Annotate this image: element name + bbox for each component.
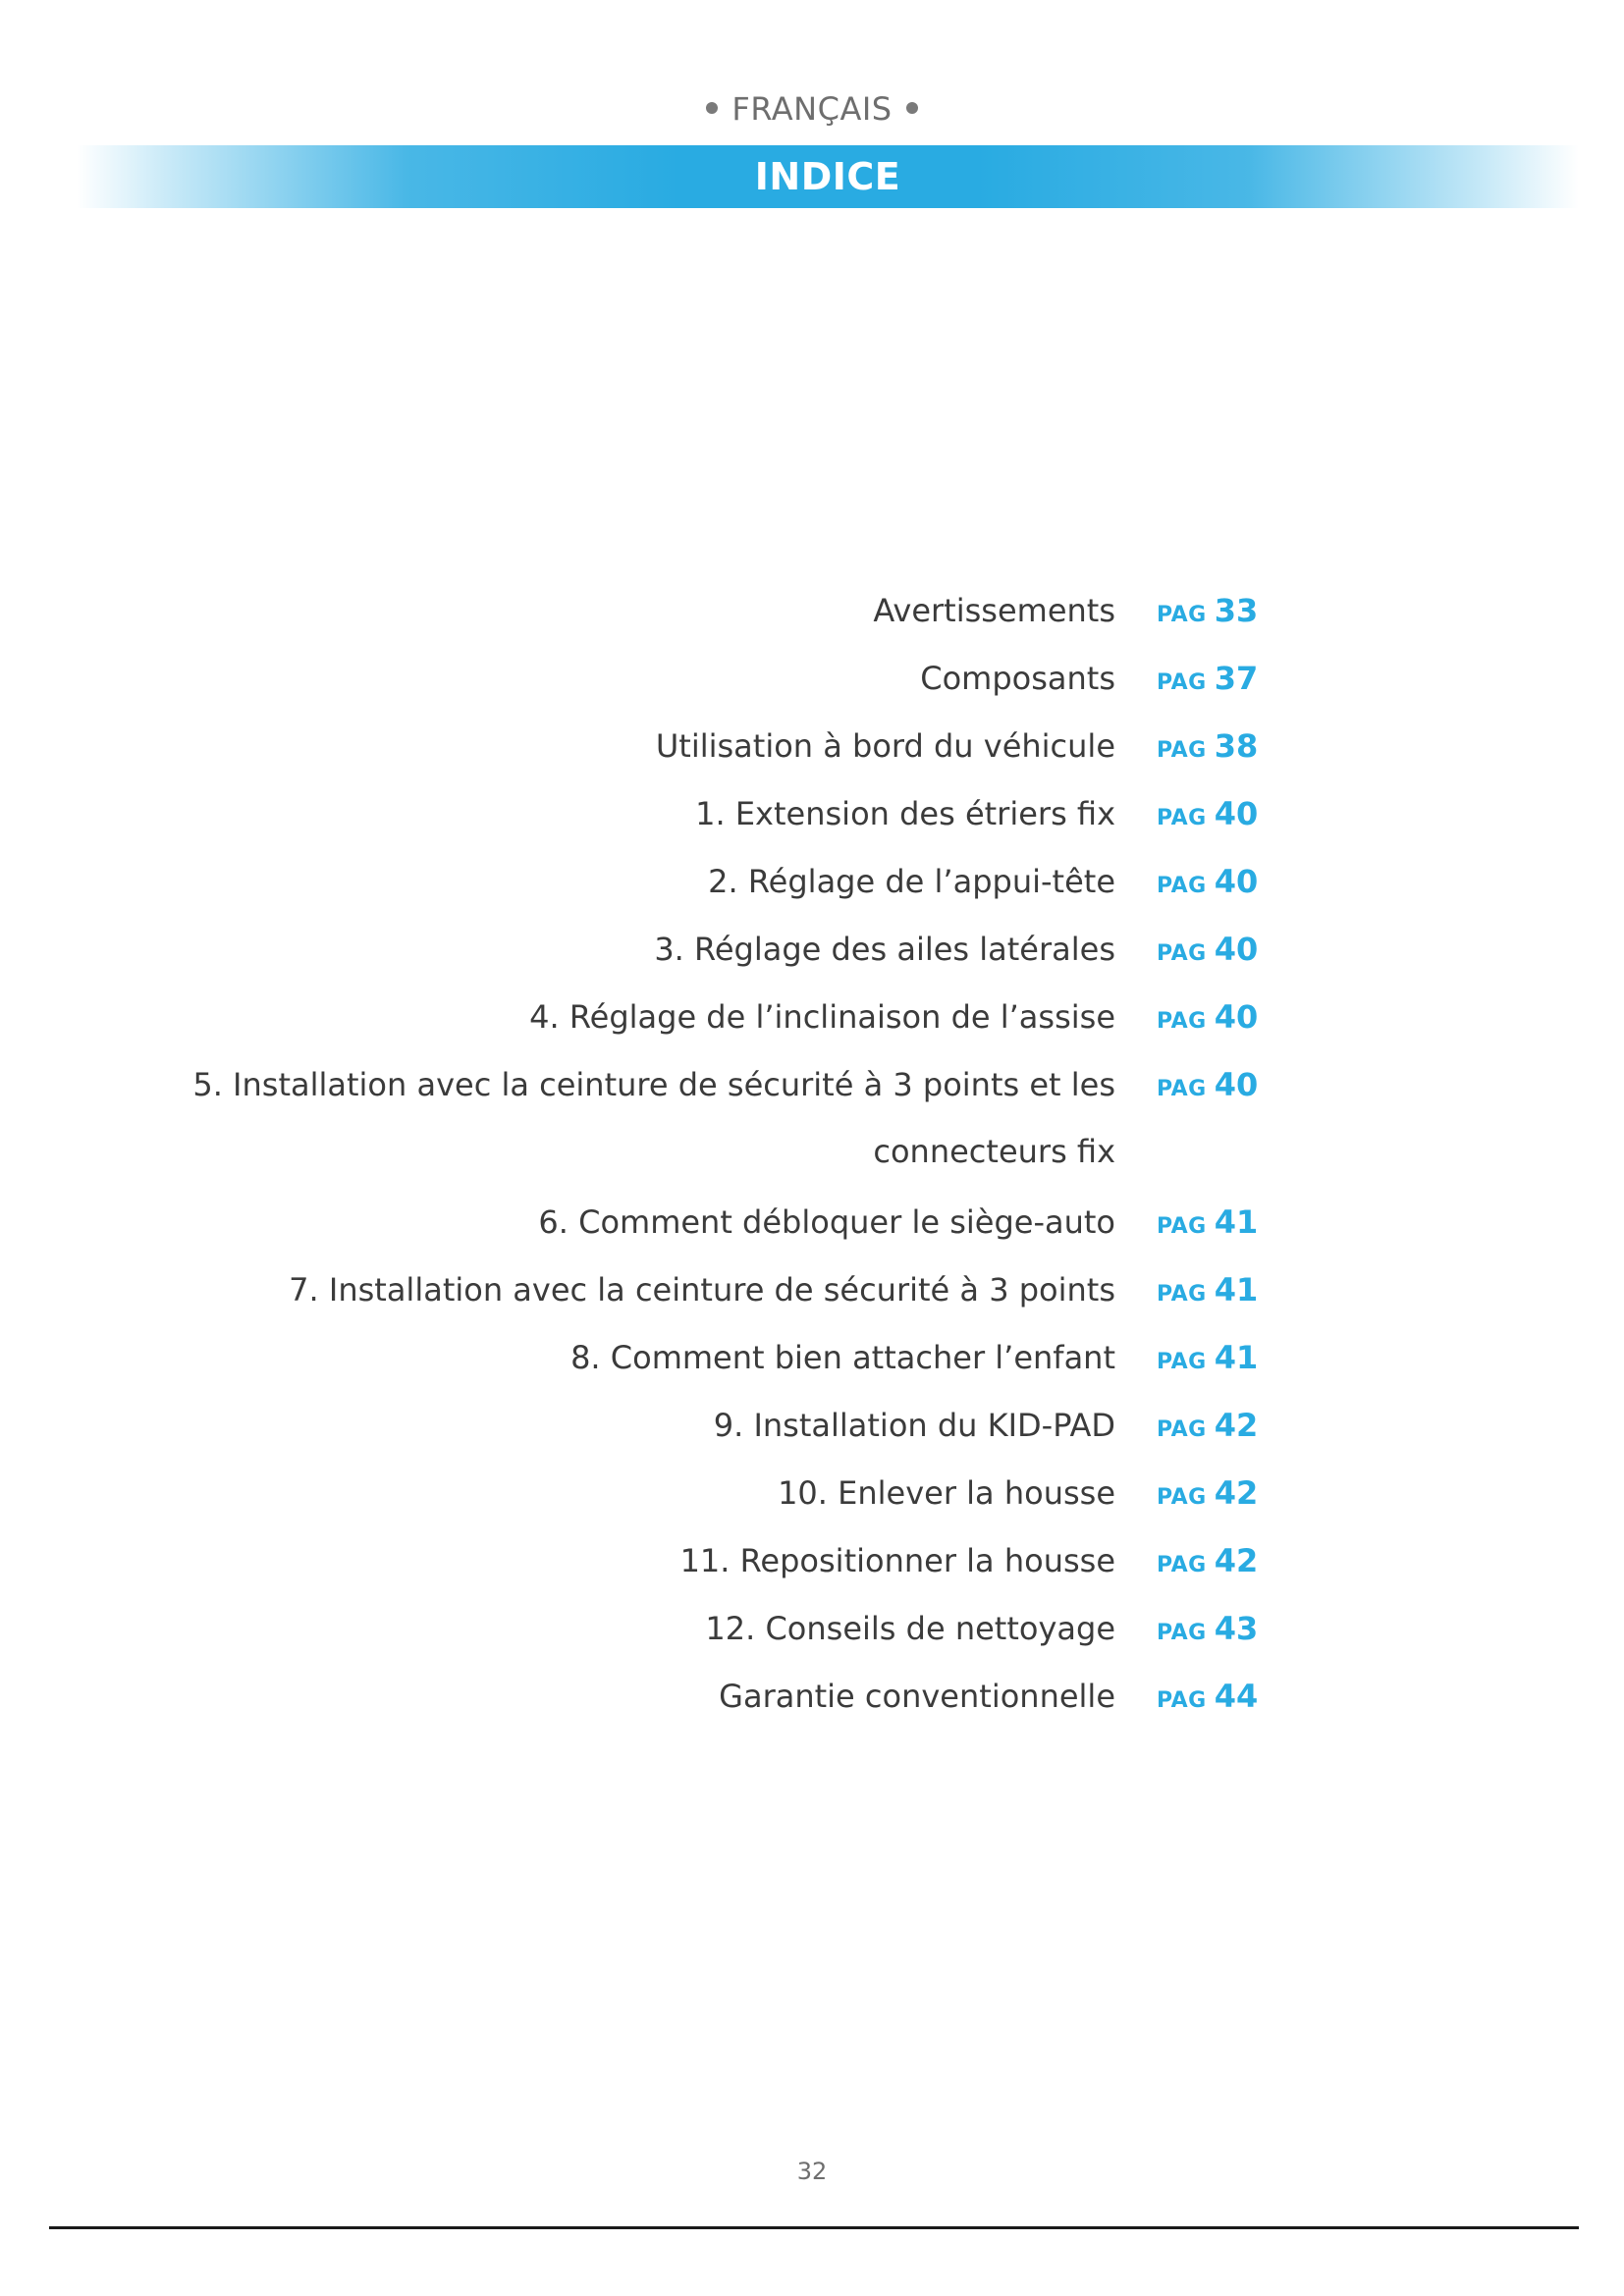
page-title: INDICE xyxy=(754,155,901,198)
toc-page-number: 43 xyxy=(1214,1610,1259,1647)
toc-entry-label: 12. Conseils de nettoyage xyxy=(705,1610,1115,1647)
toc-page-number: 42 xyxy=(1214,1474,1259,1512)
toc-page-number: 33 xyxy=(1214,592,1259,629)
page-prefix: PAG xyxy=(1157,603,1207,627)
toc-page-number: 41 xyxy=(1214,1203,1259,1241)
toc-entry-label: Composants xyxy=(920,660,1115,697)
toc-entry[interactable] xyxy=(0,1043,1624,1181)
page-prefix: PAG xyxy=(1157,874,1207,898)
page-prefix: PAG xyxy=(1157,1417,1207,1442)
toc-entry-label: 6. Comment débloquer le siège-auto xyxy=(538,1203,1115,1241)
toc-page-ref xyxy=(1157,1051,1258,1124)
page-prefix: PAG xyxy=(1157,1009,1207,1034)
page-prefix: PAG xyxy=(1157,941,1207,966)
language-label xyxy=(0,90,1624,128)
toc-entry-label: 3. Réglage des ailes latérales xyxy=(654,931,1115,968)
toc-page-number: 40 xyxy=(1214,1066,1259,1103)
toc-page-number: 38 xyxy=(1214,727,1259,765)
toc-entry[interactable] xyxy=(0,1316,1624,1384)
footer-divider xyxy=(49,2226,1579,2229)
toc-entry[interactable] xyxy=(0,976,1624,1043)
page-prefix: PAG xyxy=(1157,1688,1207,1713)
toc-entry-label: 4. Réglage de l’inclinaison de l’assise xyxy=(529,998,1115,1036)
language-text: FRANÇAIS xyxy=(731,90,893,128)
toc-entry[interactable] xyxy=(0,705,1624,773)
toc-entry-label: 7. Installation avec la ceinture de sécurité à 3 points xyxy=(289,1271,1115,1308)
bullet-icon xyxy=(706,102,718,114)
toc-entry[interactable] xyxy=(0,908,1624,976)
toc-page-number: 44 xyxy=(1214,1678,1259,1715)
toc-page-number: 37 xyxy=(1214,660,1259,697)
toc-page-number: 41 xyxy=(1214,1271,1259,1308)
toc-page-number: 42 xyxy=(1214,1542,1259,1579)
toc-entry-label: Utilisation à bord du véhicule xyxy=(655,727,1115,765)
toc-entry[interactable] xyxy=(0,637,1624,705)
toc-page-number: 41 xyxy=(1214,1339,1259,1376)
page-prefix: PAG xyxy=(1157,1282,1207,1307)
page-prefix: PAG xyxy=(1157,1077,1207,1101)
page-prefix: PAG xyxy=(1157,1485,1207,1510)
toc-page-number: 40 xyxy=(1214,795,1259,832)
toc-page-ref xyxy=(1157,1663,1258,1735)
page-prefix: PAG xyxy=(1157,1350,1207,1374)
title-banner xyxy=(77,145,1579,208)
table-of-contents xyxy=(0,569,1624,1723)
toc-entry[interactable] xyxy=(0,1249,1624,1316)
page-prefix: PAG xyxy=(1157,806,1207,830)
toc-page-number: 42 xyxy=(1214,1407,1259,1444)
toc-entry[interactable] xyxy=(0,773,1624,840)
toc-entry[interactable] xyxy=(0,1655,1624,1723)
bullet-icon xyxy=(906,102,918,114)
toc-entry[interactable] xyxy=(0,1452,1624,1520)
toc-entry[interactable] xyxy=(0,840,1624,908)
toc-entry-label: 10. Enlever la housse xyxy=(778,1474,1115,1512)
toc-page-number: 40 xyxy=(1214,998,1259,1036)
toc-entry-label: 11. Repositionner la housse xyxy=(679,1542,1115,1579)
toc-entry[interactable] xyxy=(0,1520,1624,1587)
page-prefix: PAG xyxy=(1157,1553,1207,1577)
toc-entry-label: 9. Installation du KID-PAD xyxy=(713,1407,1115,1444)
toc-page-number: 40 xyxy=(1214,931,1259,968)
page-number: 32 xyxy=(796,2158,828,2185)
toc-entry[interactable] xyxy=(0,569,1624,637)
toc-page-number: 40 xyxy=(1214,863,1259,900)
toc-entry-label: Garantie conventionnelle xyxy=(719,1678,1115,1715)
toc-entry-label: 8. Comment bien attacher l’enfant xyxy=(570,1339,1115,1376)
page-prefix: PAG xyxy=(1157,738,1207,763)
toc-entry[interactable] xyxy=(0,1587,1624,1655)
page-prefix: PAG xyxy=(1157,1214,1207,1239)
toc-entry-label: 1. Extension des étriers fix xyxy=(695,795,1115,832)
toc-entry-label: Avertissements xyxy=(873,592,1115,629)
page-prefix: PAG xyxy=(1157,1621,1207,1645)
page-prefix: PAG xyxy=(1157,670,1207,695)
toc-entry[interactable] xyxy=(0,1384,1624,1452)
toc-entry[interactable] xyxy=(0,1181,1624,1249)
toc-entry-label: 5. Installation avec la ceinture de sécurité à 3 points et les connecteurs fix xyxy=(192,1066,1115,1170)
toc-entry-label: 2. Réglage de l’appui-tête xyxy=(708,863,1115,900)
